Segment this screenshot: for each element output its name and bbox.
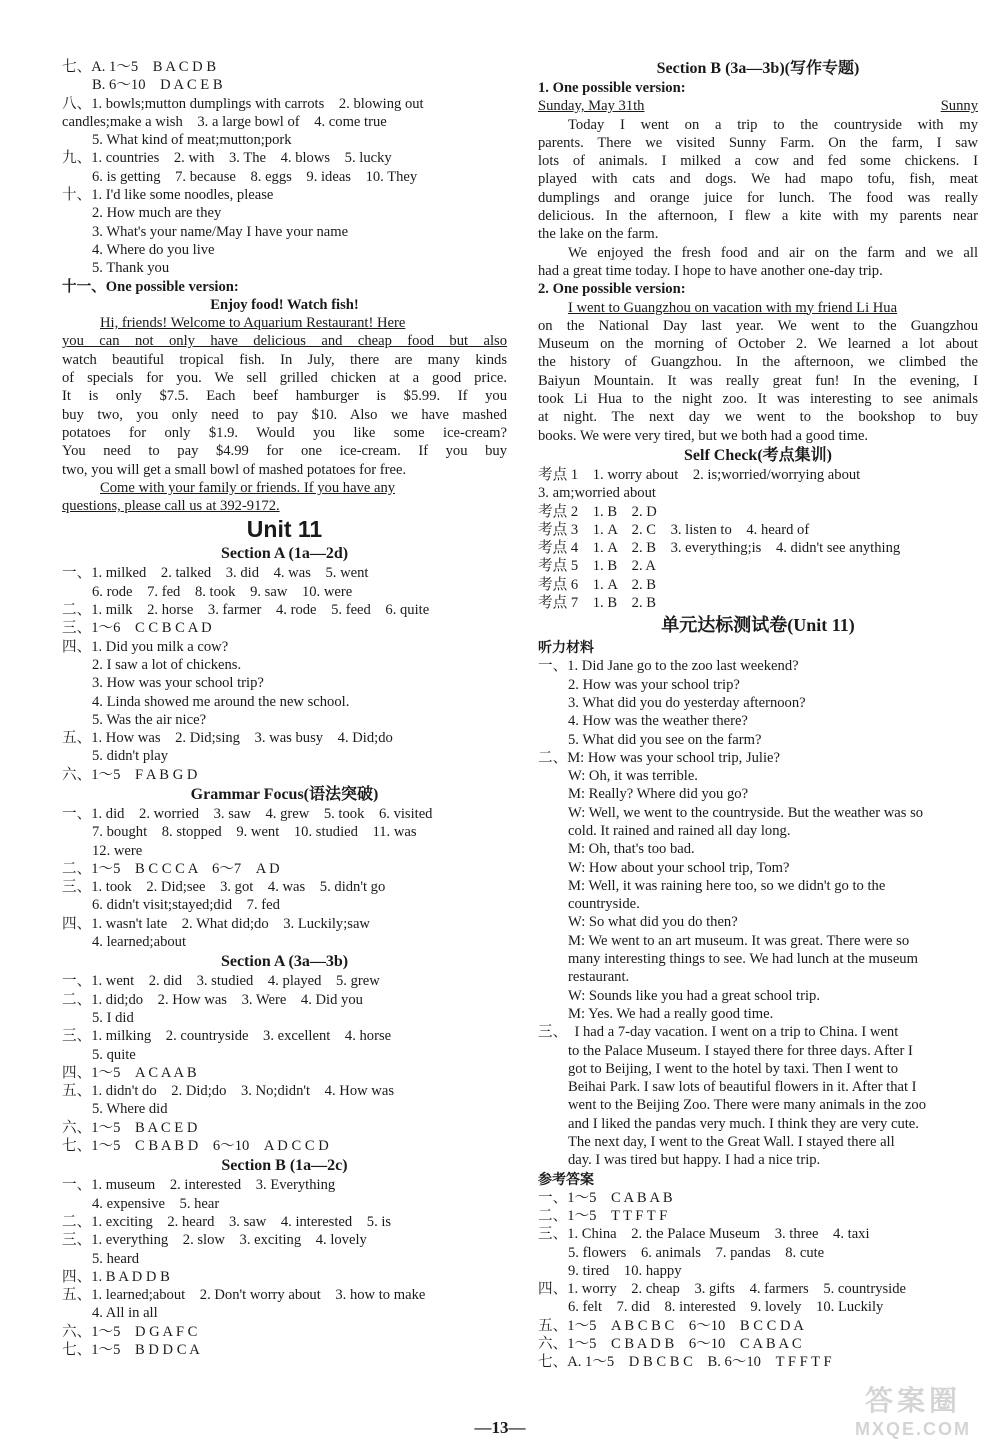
answer-line: B. 6～10 D A C E B bbox=[92, 77, 223, 94]
answer-line: delicious. In the afternoon, I flew a kite with my parents near bbox=[538, 208, 978, 225]
answer-line: Hi, friends! Welcome to Aquarium Restaurant! Here bbox=[100, 315, 406, 332]
answer-line: 4. Linda showed me around the new school. bbox=[92, 693, 350, 710]
answer-line: We enjoyed the fresh food and air on the farm and we all bbox=[568, 244, 978, 261]
answer-line: on the National Day last year. We went to the Guangzhou bbox=[538, 317, 978, 334]
answer-line: 三、1. everything 2. slow 3. exciting 4. lovely bbox=[62, 1232, 367, 1249]
watermark-site: MXQE.COM bbox=[854, 1419, 971, 1439]
answer-line: 一、1. Did Jane go to the zoo last weekend? bbox=[538, 658, 799, 675]
answer-line: dumplings and orange juice for lunch. The food was really bbox=[538, 189, 978, 206]
answer-line: 4. expensive 5. hear bbox=[92, 1195, 220, 1212]
page-number: —13— bbox=[474, 1418, 526, 1437]
answer-line: 2. How was your school trip? bbox=[568, 676, 740, 693]
answer-line: M: We went to an art museum. It was great. There were so bbox=[568, 932, 910, 949]
answer-line: 6. rode 7. fed 8. took 9. saw 10. were bbox=[92, 583, 353, 600]
answer-line: 一、1. did 2. worried 3. saw 4. grew 5. took 6. visited bbox=[62, 805, 433, 822]
answer-line: 六、1～5 D G A F C bbox=[62, 1323, 198, 1340]
answer-line: 七、1～5 B D D C A bbox=[62, 1342, 200, 1358]
diary-date: Sunday, May 31th bbox=[538, 98, 645, 115]
answer-line: 一、1. went 2. did 3. studied 4. played 5. grew bbox=[62, 973, 380, 990]
answer-line: 7. bought 8. stopped 9. went 10. studied 11. was bbox=[92, 824, 417, 841]
left-column bbox=[62, 58, 507, 1359]
watermark-logo bbox=[838, 1384, 988, 1448]
answer-line: 3. What did you do yesterday afternoon? bbox=[568, 694, 806, 711]
diary-weather: Sunny bbox=[940, 98, 978, 115]
answer-line: The next day, I went to the Great Wall. I stayed there all bbox=[568, 1134, 895, 1151]
answer-line: 三、1. took 2. Did;see 3. got 4. was 5. didn't go bbox=[62, 879, 386, 896]
answer-line: M: Well, it was raining here too, so we didn't go to the bbox=[568, 877, 886, 894]
section-heading: Section A (1a—2d) bbox=[220, 545, 349, 563]
answer-line: 三、 I had a 7-day vacation. I went on a trip to China. I went bbox=[538, 1024, 899, 1041]
answer-line: 三、1～6 C C B C A D bbox=[62, 620, 212, 637]
answer-line: 八、1. bowls;mutton dumplings with carrots 2. blowing out bbox=[62, 95, 424, 112]
answer-line: 考点 3 1. A 2. C 3. listen to 4. heard of bbox=[538, 521, 810, 538]
answer-line: 9. tired 10. happy bbox=[568, 1262, 682, 1279]
answer-line: many interesting things to see. We had lunch at the museum bbox=[568, 951, 918, 968]
answer-line: 4. How was the weather there? bbox=[568, 713, 748, 730]
answer-line: W: Well, we went to the countryside. But the weather was so bbox=[568, 804, 924, 821]
answer-line: watch beautiful tropical fish. In July, there are many kinds bbox=[62, 351, 507, 368]
answer-line: 十、1. I'd like some noodles, please bbox=[62, 187, 274, 204]
answer-line: 四、1. worry 2. cheap 3. gifts 4. farmers 5. countryside bbox=[538, 1281, 907, 1298]
answer-line: the lake on the farm. bbox=[538, 226, 659, 243]
answer-line: 考点 2 1. B 2. D bbox=[538, 503, 657, 520]
answer-line: got to Beijing, I went to the hotel by taxi. Then I went to bbox=[568, 1060, 899, 1077]
answer-line: 四、1. Did you milk a cow? bbox=[62, 638, 229, 655]
subsection-label: 参考答案 bbox=[538, 1170, 594, 1187]
answer-line: 二、1～5 B C C C A 6～7 A D bbox=[62, 860, 280, 877]
answer-line: 3. How was your school trip? bbox=[92, 675, 264, 692]
answer-line: and I liked the pandas very much. I think they are very cute. bbox=[568, 1115, 919, 1132]
answer-line: of specials for you. We sell grilled chicken at a good price. bbox=[62, 370, 507, 387]
answer-line: 七、A. 1～5 B A C D B bbox=[62, 59, 217, 75]
answer-line: 二、1～5 T T F T F bbox=[538, 1207, 668, 1224]
section-heading: Section B (3a—3b)(写作专题) bbox=[656, 60, 860, 77]
answer-line: 6. is getting 7. because 8. eggs 9. ideas 10. They bbox=[92, 168, 418, 185]
section-heading: Section B (1a—2c) bbox=[221, 1157, 348, 1175]
answer-line: 4. Where do you live bbox=[92, 241, 215, 258]
answer-line: 六、1～5 F A B G D bbox=[62, 766, 198, 783]
answer-line: 2. I saw a lot of chickens. bbox=[92, 656, 242, 673]
unit-heading: Unit 11 bbox=[246, 516, 323, 543]
answer-line: 5. What kind of meat;mutton;pork bbox=[92, 132, 292, 149]
answer-line: 一、1～5 C A B A B bbox=[538, 1189, 673, 1206]
answer-line: 5. flowers 6. animals 7. pandas 8. cute bbox=[568, 1244, 825, 1261]
answer-line: 二、1. exciting 2. heard 3. saw 4. interested 5. is bbox=[62, 1213, 392, 1230]
answer-line: W: Sounds like you had a great school trip. bbox=[568, 987, 820, 1004]
answer-line: 3. am;worried about bbox=[538, 485, 656, 502]
answer-line: 4. All in all bbox=[92, 1305, 158, 1322]
answer-line: parents. There we visited Sunny Farm. On the farm, I saw bbox=[538, 134, 978, 151]
answer-line: 五、1. learned;about 2. Don't worry about 3. how to make bbox=[62, 1287, 426, 1304]
answer-line: 六、1～5 B A C E D bbox=[62, 1119, 198, 1136]
answer-line: 4. learned;about bbox=[92, 934, 187, 951]
answer-line: Today I went on a trip to the countryside with my bbox=[568, 116, 978, 133]
answer-line: W: So what did you do then? bbox=[568, 914, 738, 931]
answer-line: 2. One possible version: bbox=[538, 281, 686, 298]
answer-line: 5. What did you see on the farm? bbox=[568, 731, 762, 748]
answer-line: buy two, you only need to pay $10. Also we have mashed bbox=[62, 406, 507, 423]
answer-line: the history of Guangzhou. In the afternoon, we climbed the bbox=[538, 354, 978, 371]
answer-line: Enjoy food! Watch fish! bbox=[210, 296, 359, 313]
answer-line: 5. Was the air nice? bbox=[92, 711, 207, 728]
answer-line: 四、1～5 A C A A B bbox=[62, 1064, 197, 1081]
subsection-label: 听力材料 bbox=[538, 639, 594, 656]
answer-line: 考点 5 1. B 2. A bbox=[538, 558, 656, 575]
answer-line: two, you will get a small bowl of mashed potatoes for free. bbox=[62, 461, 407, 478]
answer-line: W: How about your school trip, Tom? bbox=[568, 859, 790, 876]
answer-line: 6. felt 7. did 8. interested 9. lovely 10. Luckily bbox=[568, 1299, 884, 1316]
answer-line: played with cats and dogs. We had mapo tofu, fish, meat bbox=[538, 171, 978, 188]
answer-line: restaurant. bbox=[568, 969, 630, 986]
answer-line: took Li Hua to the night zoo. It was interesting to see animals bbox=[538, 391, 978, 408]
watermark-logo-text: 答案圈 bbox=[864, 1385, 961, 1416]
answer-line: 四、1. B A D D B bbox=[62, 1268, 170, 1285]
answer-line: at night. The next day we went to the bookshop to buy bbox=[538, 409, 978, 426]
answer-line: 九、1. countries 2. with 3. The 4. blows 5. lucky bbox=[62, 150, 392, 167]
answer-line: to the Palace Museum. I stayed there for three days. After I bbox=[568, 1042, 913, 1059]
answer-line: 5. heard bbox=[92, 1250, 140, 1267]
section-heading: Grammar Focus(语法突破) bbox=[190, 785, 379, 803]
answer-line: 五、1. didn't do 2. Did;do 3. No;didn't 4. How was bbox=[62, 1083, 394, 1100]
answer-line: went to the Beijing Zoo. There were many animals in the zoo bbox=[568, 1097, 926, 1114]
section-heading: Self Check(考点集训) bbox=[684, 446, 832, 464]
answer-line: you can not only have delicious and cheap food but also bbox=[62, 333, 507, 350]
answer-line: 5. quite bbox=[92, 1046, 136, 1063]
answer-line: candles;make a wish 3. a large bowl of 4. come true bbox=[62, 113, 387, 130]
answer-line: potatoes for only $1.9. Would you like some ice-cream? bbox=[62, 424, 507, 441]
answer-line: 5. Thank you bbox=[92, 260, 170, 277]
answer-line bbox=[538, 97, 978, 115]
answer-line: 考点 7 1. B 2. B bbox=[538, 595, 656, 612]
answer-line: It is only $7.5. Each beef hamburger is $5.99. If you bbox=[62, 388, 507, 405]
answer-line: 二、1. did;do 2. How was 3. Were 4. Did you bbox=[62, 991, 363, 1008]
right-column bbox=[538, 58, 978, 1372]
answer-line: 2. How much are they bbox=[92, 205, 222, 222]
answer-line: 考点 6 1. A 2. B bbox=[538, 576, 656, 593]
answer-line: 三、1. milking 2. countryside 3. excellent 4. horse bbox=[62, 1028, 392, 1045]
answer-line: M: Oh, that's too bad. bbox=[568, 841, 695, 858]
answer-line: day. I was tired but happy. I had a nice trip. bbox=[568, 1152, 821, 1169]
answer-line: 二、M: How was your school trip, Julie? bbox=[538, 749, 780, 766]
answer-line: 5. didn't play bbox=[92, 748, 168, 765]
answer-line: Baiyun Mountain. It was really great fun! In the evening, I bbox=[538, 372, 978, 389]
answer-line: Museum on the morning of October 2. We learned a lot about bbox=[538, 336, 978, 353]
answer-line: 3. What's your name/May I have your name bbox=[92, 223, 349, 240]
answer-line: lots of animals. I milked a cow and fed some chickens. I bbox=[538, 153, 978, 170]
answer-line: had a great time today. I hope to have another one-day trip. bbox=[538, 262, 883, 279]
answer-line: 5. I did bbox=[92, 1009, 134, 1026]
answer-line: 十一、One possible version: bbox=[62, 278, 239, 295]
answer-line: 六、1～5 C B A D B 6～10 C A B A C bbox=[538, 1336, 802, 1352]
answer-line: 1. One possible version: bbox=[538, 80, 686, 96]
answer-line: You need to pay $4.99 for one ice-cream. If you buy bbox=[62, 443, 507, 460]
answer-line: M: Yes. We had a really good time. bbox=[568, 1005, 774, 1022]
answer-line: 五、1. How was 2. Did;sing 3. was busy 4. Did;do bbox=[62, 730, 393, 747]
answer-line: questions, please call us at 392-9172. bbox=[62, 498, 280, 515]
answer-line: cold. It rained and rained all day long. bbox=[568, 822, 791, 839]
answer-line: 6. didn't visit;stayed;did 7. fed bbox=[92, 897, 280, 914]
answer-line: I went to Guangzhou on vacation with my friend Li Hua bbox=[568, 299, 898, 316]
answer-line: 一、1. milked 2. talked 3. did 4. was 5. went bbox=[62, 565, 369, 582]
answer-line: 七、A. 1～5 D B C B C B. 6～10 T F F T F bbox=[538, 1354, 832, 1371]
answer-line: 七、1～5 C B A B D 6～10 A D C C D bbox=[62, 1138, 329, 1155]
answer-line: 一、1. museum 2. interested 3. Everything bbox=[62, 1177, 336, 1194]
section-heading: Section A (3a—3b) bbox=[220, 953, 349, 971]
answer-line: 考点 4 1. A 2. B 3. everything;is 4. didn't see anything bbox=[538, 540, 901, 557]
answer-line: Beihai Park. I saw lots of beautiful flowers in it. After that I bbox=[568, 1079, 917, 1096]
answer-line: 5. Where did bbox=[92, 1101, 168, 1118]
answer-line: 考点 1 1. worry about 2. is;worried/worrying about bbox=[538, 466, 861, 483]
answer-line: books. We were very tired, but we both had a good time. bbox=[538, 427, 869, 444]
answer-line: 二、1. milk 2. horse 3. farmer 4. rode 5. feed 6. quite bbox=[62, 602, 430, 619]
section-heading: 单元达标测试卷(Unit 11) bbox=[661, 615, 855, 636]
answer-line: 五、1～5 A B C B C 6～10 B C C D A bbox=[538, 1317, 804, 1334]
answer-line: W: Oh, it was terrible. bbox=[568, 768, 698, 785]
answer-line: 三、1. China 2. the Palace Museum 3. three 4. taxi bbox=[538, 1226, 870, 1243]
answer-line: M: Really? Where did you go? bbox=[568, 786, 749, 803]
answer-line: countryside. bbox=[568, 896, 640, 913]
answer-line: 四、1. wasn't late 2. What did;do 3. Luckily;saw bbox=[62, 915, 370, 932]
answer-line: Come with your family or friends. If you have any bbox=[100, 479, 396, 496]
answer-line: 12. were bbox=[92, 842, 143, 859]
